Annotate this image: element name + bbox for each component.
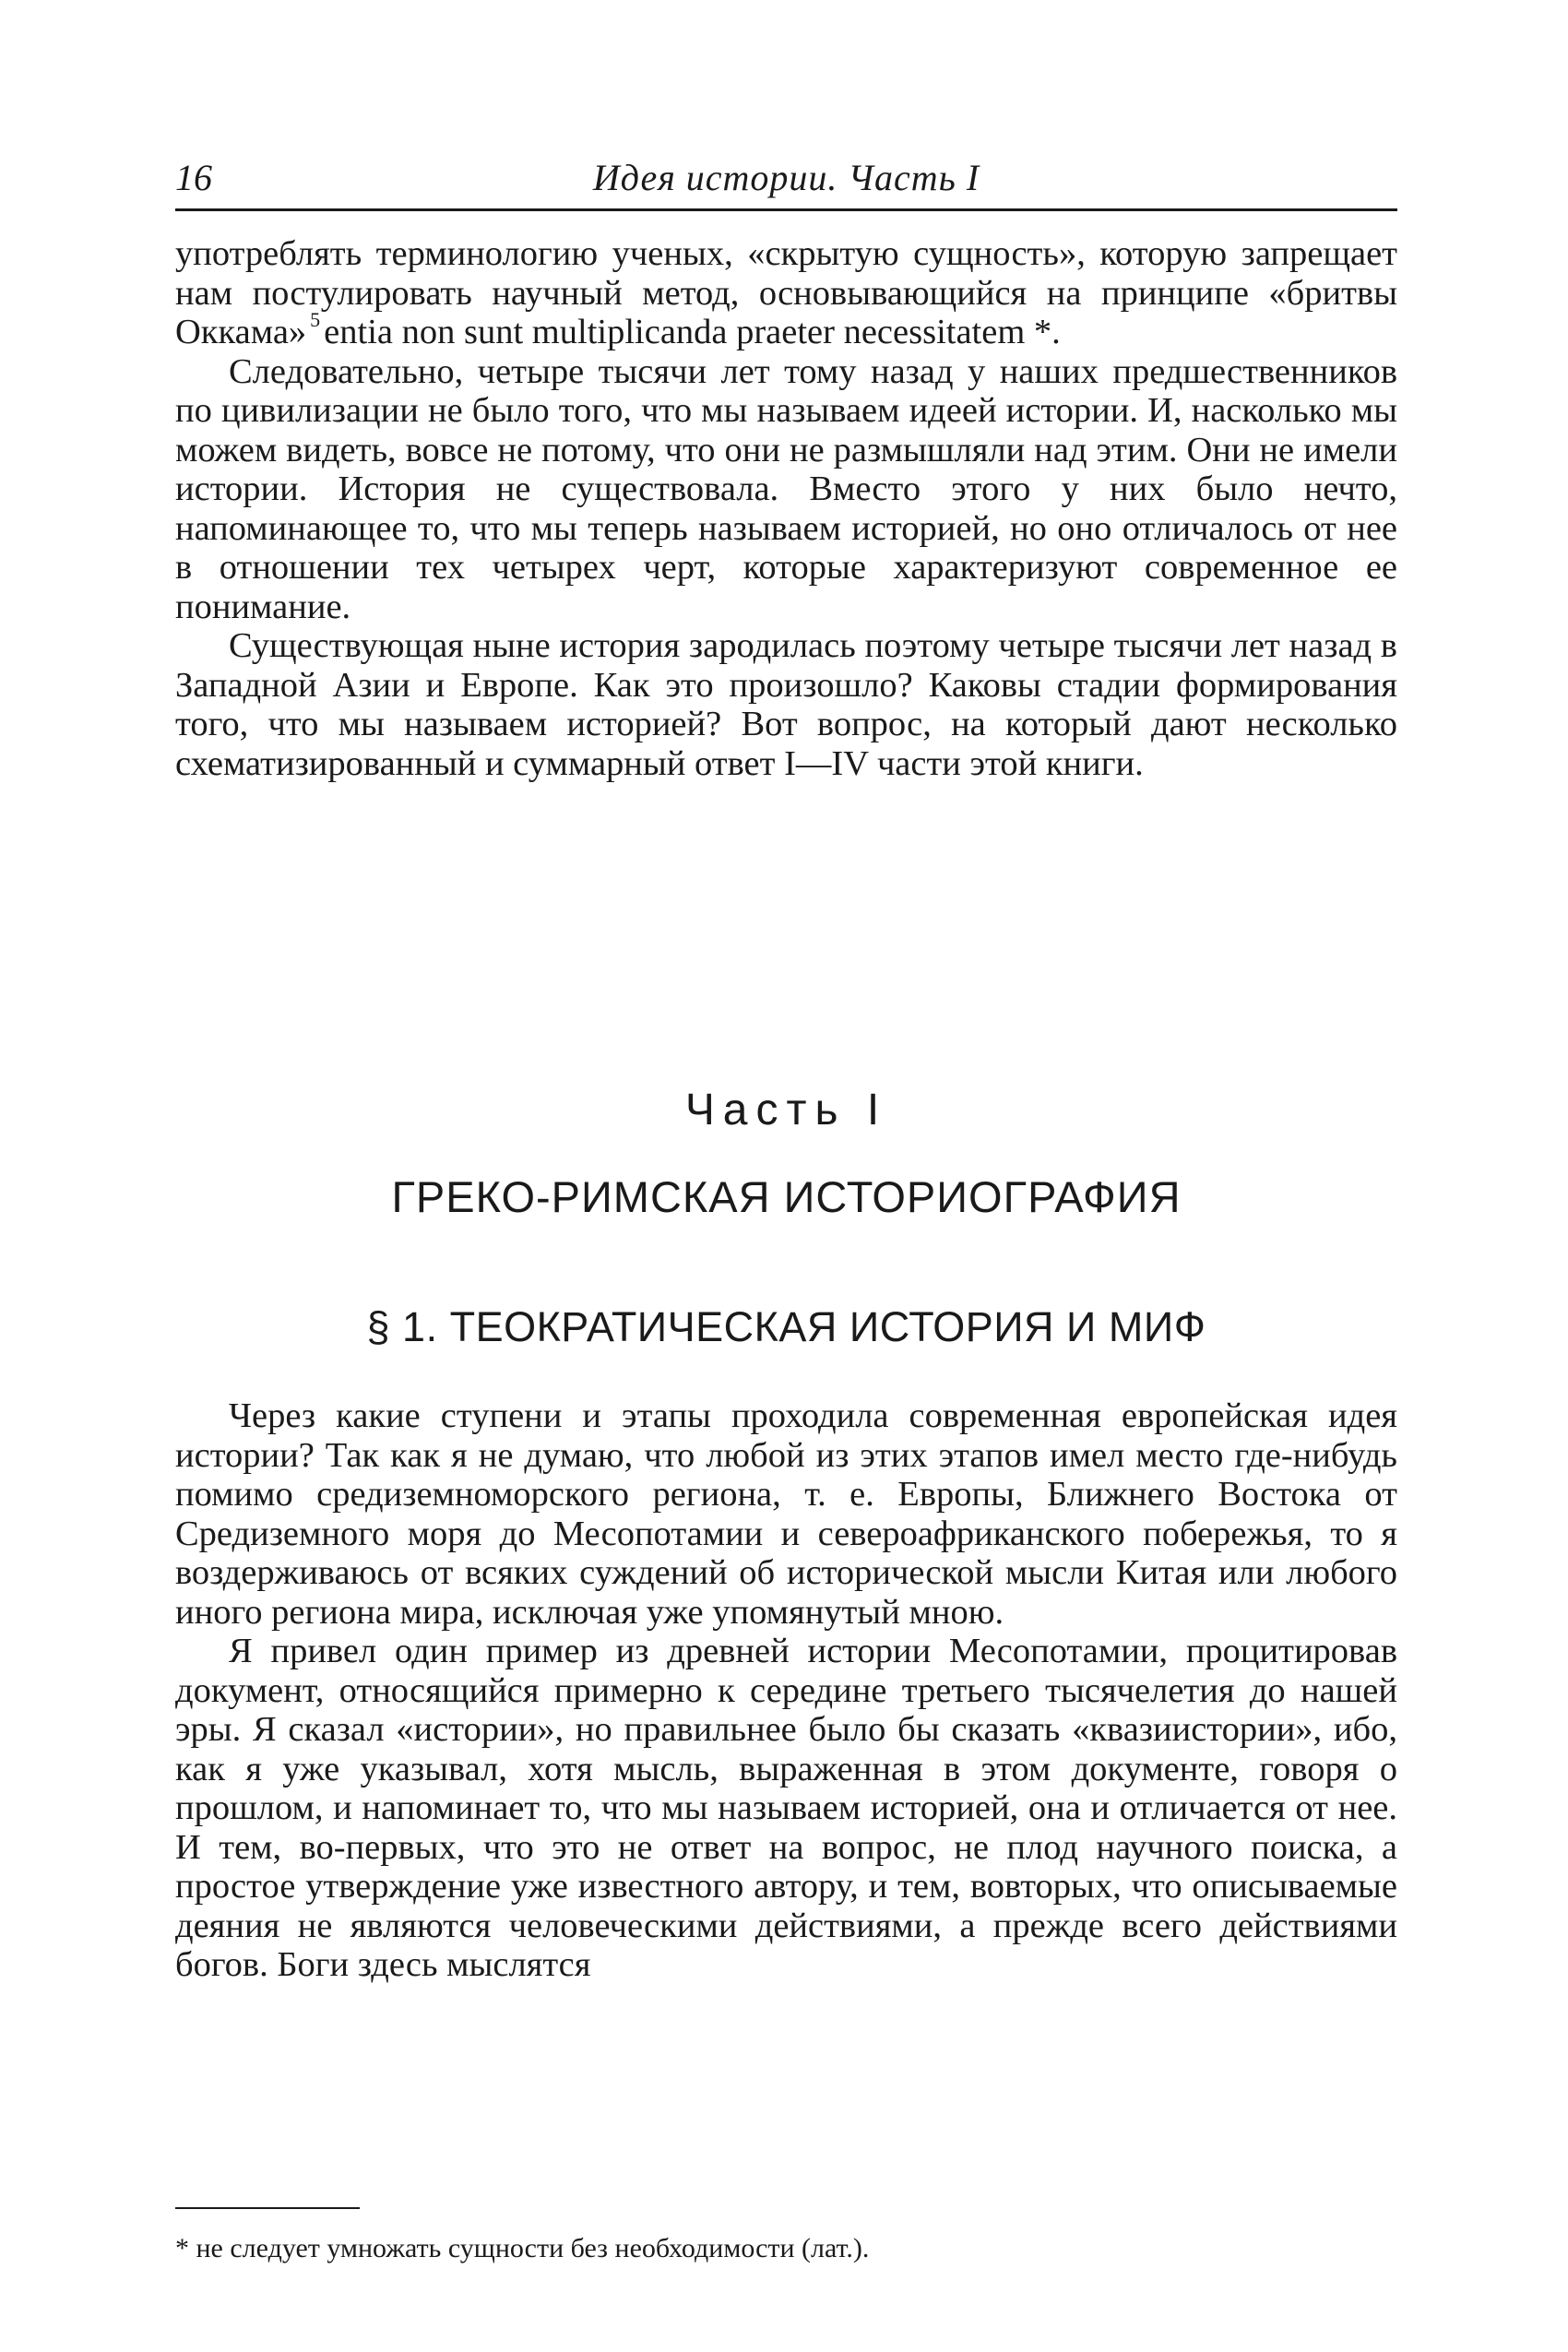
intro-paragraph-2: Следовательно, четыре тысячи лет тому назад у наших предшественников по цивилизации не было того, что мы называем идеей истории. И, насколько мы можем видеть, вовсе не потому, что они не размышляли над этим. Они не имели истории. История не существовала. Вместо этого у них было нечто, напоминающее то, что мы теперь называем историей, но оно отличалось от нее в отношении тех четырех черт, которые характеризуют современное ее понимание. [175, 351, 1397, 626]
header-rule [175, 208, 1397, 211]
section-text [175, 1396, 1397, 1985]
intro-text [175, 234, 1397, 783]
footnote-ref-5: 5 [310, 308, 321, 331]
intro-paragraph-1-start: употреблять терминологию ученых, «скрытую сущность», которую запрещает нам постулировать научный метод, основывающийся на принципе «бритвы Оккама» [175, 234, 1397, 351]
intro-paragraph-1-latin: entia non sunt multiplicanda praeter necessitatem *. [324, 313, 1061, 351]
intro-paragraph-3: Существующая ныне история зародилась поэтому четыре тысячи лет назад в Западной Азии и Европе. Как это произошло? Каковы стадии формирования того, что мы называем историей? Вот вопрос, на который дают несколько схематизированный и суммарный ответ I—IV части этой книги. [175, 626, 1397, 783]
part-label: Часть I [684, 1086, 888, 1134]
section-paragraph-2: Я привел один пример из древней истории Месопотамии, процитировав документ, относящийся примерно к середине третьего тысячелетия до нашей эры. Я сказал «истории», но правильнее было бы сказать «квазиистории», ибо, как я уже указывал, хотя мысль, выраженная в этом документе, говоря о прошлом, и напоминает то, что мы называем историей, она и отличается от нее. И тем, во-первых, что это не ответ на вопрос, не плод научного поиска, а простое утверждение уже известного автору, и тем, вовторых, что описываемые деяния не являются человеческими действиями, а прежде всего действиями богов. Боги здесь мыслятся [175, 1632, 1397, 1984]
page-number: 16 [175, 157, 212, 198]
running-head [175, 155, 1397, 201]
intro-paragraph-1 [175, 234, 1397, 352]
section-title: § 1. ТЕОКРАТИЧЕСКАЯ ИСТОРИЯ И МИФ [366, 1303, 1206, 1350]
section-paragraph-1: Через какие ступени и этапы проходила современная европейская идея истории? Так как я не думаю, что любой из этих этапов имел место где-нибудь помимо средиземноморского региона, т. е. Европы, Ближнего Востока от Средиземного моря до Месопотамии и североафриканского побережья, то я воздерживаюсь от всяких суждений об исторической мысли Китая или любого иного региона мира, исключая уже упомянутый мною. [175, 1396, 1397, 1632]
footnote-rule [175, 2207, 360, 2209]
part-title: ГРЕКО-РИМСКАЯ ИСТОРИОГРАФИЯ [391, 1172, 1182, 1221]
footnote: * не следует умножать сущности без необходимости (лат.). [175, 2233, 870, 2263]
running-title: Идея истории. Часть I [592, 157, 980, 198]
